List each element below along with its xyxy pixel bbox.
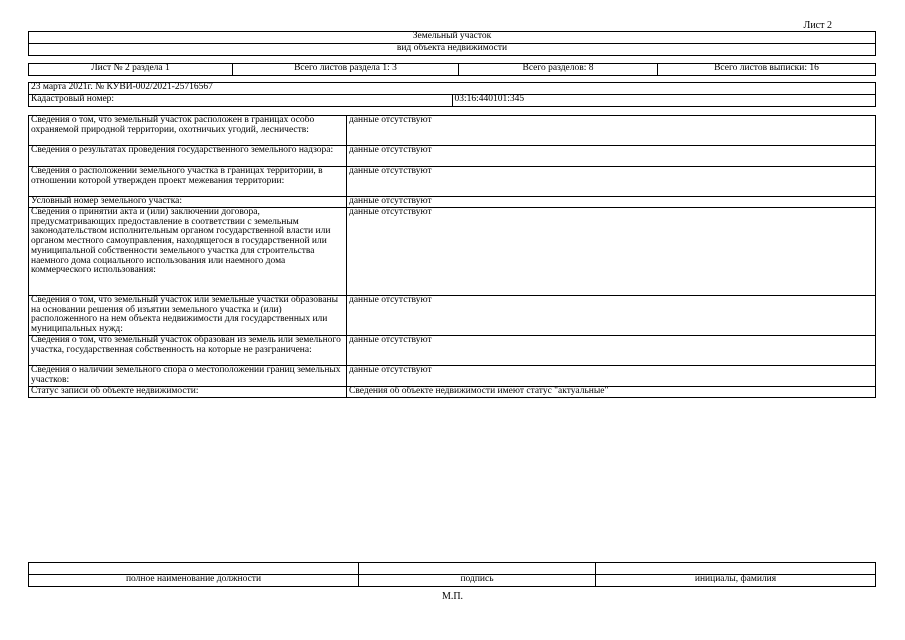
cadastral-value: 03:16:440101:345 xyxy=(452,95,876,107)
total-sheets-section: Всего листов раздела 1: 3 xyxy=(233,64,459,76)
date-number: 23 марта 2021г. № КУВИ-002/2021-25716567 xyxy=(29,83,876,95)
table-row xyxy=(29,387,876,398)
object-type: Земельный участок xyxy=(29,32,876,44)
row-label: Сведения о том, что земельный участок или земельные участки образованы на основании решения об изъятии земельного участка и (или) расположенного на нем объекта недвижимости для государственных или муниципальных нужд: xyxy=(29,296,347,336)
total-sections: Всего разделов: 8 xyxy=(459,64,658,76)
sheet-number: Лист 2 xyxy=(803,20,832,31)
stamp-label: М.П. xyxy=(441,591,464,602)
row-value: данные отсутствуют xyxy=(347,296,876,336)
signature-cell xyxy=(359,563,596,575)
header-table xyxy=(28,31,876,56)
cadastral-label: Кадастровый номер: xyxy=(29,95,453,107)
signature-label: подпись xyxy=(359,575,596,587)
table-row xyxy=(29,296,876,336)
row-value: данные отсутствуют xyxy=(347,167,876,197)
name-label: инициалы, фамилия xyxy=(596,575,876,587)
row-label: Сведения о расположении земельного участка в границах территории, в отношении которой утвержден проект межевания территории: xyxy=(29,167,347,197)
row-value: данные отсутствуют xyxy=(347,197,876,208)
row-value: данные отсутствуют xyxy=(347,336,876,366)
total-sheets-extract: Всего листов выписки: 16 xyxy=(658,64,876,76)
row-label: Сведения о наличии земельного спора о местоположении границ земельных участков: xyxy=(29,366,347,387)
table-row xyxy=(29,116,876,146)
row-value: данные отсутствуют xyxy=(347,146,876,167)
sheet-section: Лист № 2 раздела 1 xyxy=(29,64,233,76)
row-label: Сведения о результатах проведения государственного земельного надзора: xyxy=(29,146,347,167)
row-label: Сведения о принятии акта и (или) заключении договора, предусматривающих предоставление в соответствии с земельным законодательством исполнительным органом государственной власти или органом местного самоуправления, находящегося в государственной или муниципальной собственности земельного участка для строительства наемного дома социального использования или наемного дома коммерческого использования: xyxy=(29,208,347,296)
row-label: Условный номер земельного участка: xyxy=(29,197,347,208)
object-type-subtitle: вид объекта недвижимости xyxy=(29,44,876,56)
table-row xyxy=(29,208,876,296)
name-cell xyxy=(596,563,876,575)
position-label: полное наименование должности xyxy=(29,575,359,587)
table-row xyxy=(29,366,876,387)
row-label: Сведения о том, что земельный участок образован из земель или земельного участка, государственная собственность на которые не разграничена: xyxy=(29,336,347,366)
info-row-table xyxy=(28,63,876,76)
cadastral-table xyxy=(28,82,876,107)
row-value: данные отсутствуют xyxy=(347,116,876,146)
table-row xyxy=(29,336,876,366)
position-cell xyxy=(29,563,359,575)
table-row xyxy=(29,197,876,208)
row-value: данные отсутствуют xyxy=(347,366,876,387)
table-row xyxy=(29,146,876,167)
row-value: данные отсутствуют xyxy=(347,208,876,296)
signature-table xyxy=(28,562,876,587)
row-label: Сведения о том, что земельный участок расположен в границах особо охраняемой природной территории, охотничьих угодий, лесничеств: xyxy=(29,116,347,146)
table-row xyxy=(29,167,876,197)
details-table xyxy=(28,115,876,398)
row-value: Сведения об объекте недвижимости имеют статус "актуальные" xyxy=(347,387,876,398)
row-label: Статус записи об объекте недвижимости: xyxy=(29,387,347,398)
